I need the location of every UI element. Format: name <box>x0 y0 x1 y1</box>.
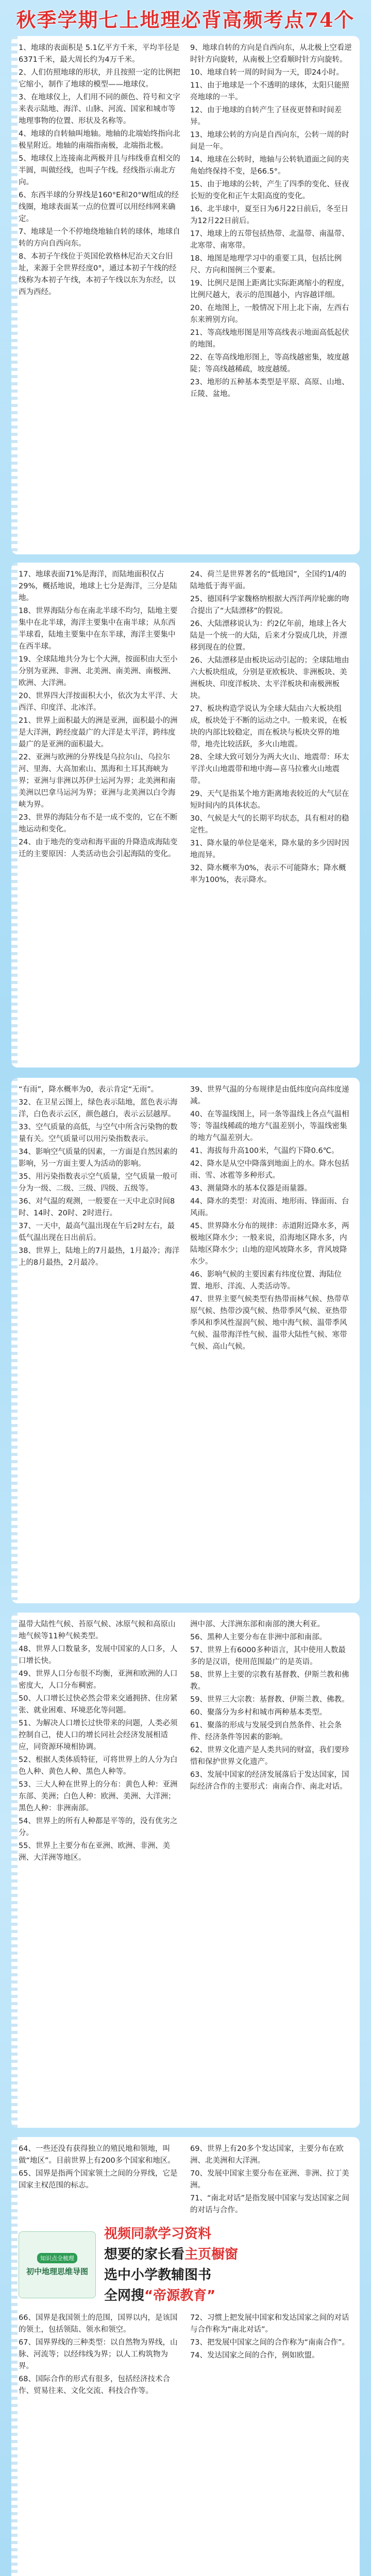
point-item: 29、天气是指某个地方距离地表较近的大气层在短时间内的具体状态。 <box>190 790 349 810</box>
point-item: 67、国界界线的三种类型：以自然物为界线，山脉、河流等；以经纬线为界；以人工构筑物为界。 <box>19 2338 178 2370</box>
point-item: 18、地图是地理学习中的重要工具，包括比例尺、方向和图例三个要素。 <box>190 255 342 275</box>
point-item: 46、影响气候的主要因素有纬度位置、海陆位置、地形、洋流、人类活动等。 <box>190 1270 342 1291</box>
point-item: 70、发展中国家主要分布在亚洲、非洲、拉丁美洲。 <box>190 2170 349 2190</box>
title-banner <box>0 0 371 36</box>
point-item: 16、北半球中，夏至日为6月22日前后，冬至日为12月22日前后。 <box>190 205 349 225</box>
right-column <box>190 2143 352 2217</box>
page-title: 秋季学期七上地理必背高频考点74个 <box>16 8 355 31</box>
promo-text <box>104 2224 352 2306</box>
point-item: 57、世界上有6000多种语言，其中使用人数最多的是汉语，使用范围最广的是英语。 <box>190 1646 346 1666</box>
promo-banner[interactable] <box>19 2224 352 2306</box>
point-item: 1、地球的表面积是 5.1亿平方千米，平均半径是6371千米，最大周长约为4万千米。 <box>19 44 180 64</box>
point-item: 74、发达国家之间的合作，例如欧盟。 <box>190 2351 319 2360</box>
right-column <box>190 2312 352 2398</box>
point-item: 40、在等温线图上，同一条等温线上各点气温相等；等温线稀疏的地方气温差别小，等温线密集的地方气温差别大。 <box>190 1110 349 1142</box>
point-item: 41、海拔每升高100米，气温约下降0.6℃。 <box>190 1147 339 1155</box>
right-column <box>190 1084 352 1354</box>
point-item: 26、大陆漂移是由板块运动引起的；全球陆地由六大板块组成，分别是亚欧板块、非洲板块、美洲板块、印度洋板块、太平洋板块和南极洲板块。 <box>190 656 349 700</box>
promo-line-4 <box>104 2285 352 2306</box>
point-item: 8、本初子午线位于英国伦敦格林尼治天文台旧址，来源于全世界经度0°，通过本初子午线的经线称为本初子午线，本初子午线以东为东经，以西为西经。 <box>19 252 177 296</box>
point-item: 39、世界气温的分布规律是由低纬度向高纬度递减。 <box>190 1086 349 1106</box>
point-item: 17、地球表面71%是海洋，而陆地面积仅占29%，概括地说，地球上七分是海洋，三分是陆地。 <box>19 570 177 602</box>
point-item: 56、黑种人主要分布在非洲中部和南部。 <box>190 1633 327 1641</box>
point-item: 18、世界海陆分布在南北半球不均匀，陆地主要集中在北半球，海洋主要集中在南半球；从东西半球看，陆地主要集中在东半球，海洋主要集中在西半球。 <box>19 607 178 651</box>
point-item: 36、对气温的观测，一般要在一天中北京时间8时、14时、20时、2时进行。 <box>19 1197 175 1217</box>
promo-line-2a: 想要的家长看 <box>104 2247 185 2262</box>
left-column <box>19 1084 181 1354</box>
promo-line-1: 视频同款学习资料 <box>104 2226 212 2242</box>
point-item: 31、降水量的单位是毫米，降水量的多少因时因地而异。 <box>190 839 349 859</box>
point-item: 32、降水概率为0%，表示不可能降水；降水概率为100%，表示降水。 <box>190 864 346 884</box>
point-item: 14、地球在公转时，地轴与公转轨道面之间的夹角始终保持不变，是66.5°。 <box>190 156 349 176</box>
point-item: 47、世界主要气候类型有热带雨林气候、热带草原气候、热带沙漠气候、热带季风气候、亚热带季风和季风性湿润气候、地中海气候、温带季风气候、温带海洋性气候、温带大陆性气候、寒带气候、高山气候。 <box>190 1295 349 1351</box>
point-item: 13、地球公转的方向是自西向东，公转一周的时间是一年。 <box>190 131 349 151</box>
point-item: 17、地球上的五带包括热带、北温带、南温带、北寒带、南寒带。 <box>190 230 349 250</box>
point-item: 59、世界三大宗教：基督教、伊斯兰教、佛教。 <box>190 1696 349 1704</box>
point-item: 60、聚落分为乡村和城市两种基本类型。 <box>190 1708 327 1717</box>
point-item: 4、地球的自转轴叫地轴。地轴的北端始终指向北极星附近。地轴的南端指南极，北端指北极。 <box>19 130 180 150</box>
point-item: 10、地球自转一周的时间为一天，即24小时。 <box>190 69 344 77</box>
point-item: 32、在卫星云图上，绿色表示陆地，蓝色表示海洋，白色表示云区，颜色越白，表示云层越厚。 <box>19 1098 178 1118</box>
point-item: 58、世界上主要的宗教有基督教、伊斯兰教和佛教。 <box>190 1671 349 1691</box>
point-item: 45、世界降水分布的规律：赤道附近降水多，两极地区降水少；一般来说，沿海地区降水多，内陆地区降水少；山地的迎风坡降水多，背风坡降水少。 <box>190 1222 349 1266</box>
points-card-3 <box>11 1078 360 1603</box>
left-column <box>19 2143 181 2217</box>
right-column <box>190 1619 352 1865</box>
point-item: 洲中部、大洋洲东部和南部的澳大利亚。 <box>190 1620 325 1629</box>
point-item: 50、人口增长过快必然会带来交通拥挤、住房紧张、就业困难、环境恶化等问题。 <box>19 1694 178 1715</box>
point-item: 37、一天中，最高气温出现在午后2时左右，最低气温出现在日出前后。 <box>19 1222 175 1242</box>
point-item: 68、国际合作的形式有很多，包括经济技术合作、贸易往来、文化交流、科技合作等。 <box>19 2375 170 2395</box>
point-item: “有雨”，降水概率为0，表示肯定“无雨”。 <box>19 1086 159 1094</box>
point-item: 69、世界上有20多个发达国家，主要分布在欧洲、北美洲和大洋洲。 <box>190 2145 344 2165</box>
point-item: 21、等高线地形图是用等高线表示地面高低起伏的地图。 <box>190 329 349 349</box>
promo-line-3: 选中小学教辅图书 <box>104 2267 212 2283</box>
point-item: 20、在地图上，一般情况下用上北下南，左西右东来辨别方向。 <box>190 304 349 324</box>
points-card-1 <box>11 36 360 554</box>
points-card-5 <box>11 2137 360 2576</box>
promo-line-4a: 全网搜 <box>104 2288 145 2303</box>
point-item: 33、空气质量的高低，与空气中所含污染物的数量有关。空气质量可以用污染指数表示。 <box>19 1123 178 1143</box>
points-card-2 <box>11 563 360 1067</box>
points-card-4 <box>11 1613 360 2128</box>
point-item: 20、世界四大洋按面积大小，依次为太平洋、大西洋、印度洋、北冰洋。 <box>19 692 178 712</box>
point-item: 温带大陆性气候、苔原气候、冰原气候和高原山地气候等11种气候类型。 <box>19 1620 176 1640</box>
point-item: 43、测量降水的基本仪器是雨量器。 <box>190 1184 312 1193</box>
point-item: 25、德国科学家魏格纳根据大西洋两岸轮廓的吻合提出了“大陆漂移”的假说。 <box>190 595 349 615</box>
point-item: 65、国界是指两个国家领土之间的分界线，它是国家主权范围的标志。 <box>19 2170 178 2190</box>
point-item: 61、聚落的形成与发展受到自然条件、社会条件、经济条件等因素的影响。 <box>190 1721 342 1741</box>
point-item: 71、“南北对话”是指发展中国家与发达国家之间的对话与合作。 <box>190 2194 349 2214</box>
point-item: 23、地形的五种基本类型是平原、高原、山地、丘陵、盆地。 <box>190 378 349 398</box>
point-item: 63、发展中国家的经济发展落后于发达国家，国际经济合作的主要形式：南南合作、南北对话。 <box>190 1771 349 1791</box>
left-column <box>19 2312 181 2398</box>
point-item: 51、为解决人口增长过快带来的问题，人类必须控制自己，使人口的增长同社会经济发展相适应，同资源环境相协调。 <box>19 1719 178 1751</box>
point-item: 23、世界的海陆分布不是一成不变的，它在不断地运动和变化。 <box>19 814 178 834</box>
point-item: 7、地球是一个不停地绕地轴自转的球体，地球自转的方向自西向东。 <box>19 228 180 248</box>
point-item: 28、全球大致可划分为两大火山、地震带：环太平洋火山地震带和地中海—喜马拉雅火山地震带。 <box>190 753 349 785</box>
point-item: 3、在地球仪上，人们用不同的颜色、符号和文字来表示陆地、海洋、山脉、河流、国家和城市等地理事物的位置、形状及名称等。 <box>19 93 180 125</box>
point-item: 55、世界上主要分布在亚洲、欧洲、非洲、美洲、大洋洲等地区。 <box>19 1842 170 1862</box>
point-item: 11、由于地球是一个不透明的球体，太阳只能照亮地球的一半。 <box>190 81 349 101</box>
point-item: 24、荷兰是世界著名的“低地国”，全国约1/4的陆地低于海平面。 <box>190 570 347 590</box>
left-column <box>19 42 181 401</box>
point-item: 12、由于地球的自转产生了昼夜更替和时间差异。 <box>190 106 342 126</box>
point-item: 34、影响空气质量的因素，一方面是自然因素的影响，另一方面主要人为活动的影响。 <box>19 1148 178 1168</box>
point-item: 54、世界上的所有人种都是平等的，没有优劣之分。 <box>19 1817 178 1837</box>
point-item: 66、国界是我国领土的范围，国界以内，是该国的领土，包括领陆、领水和领空。 <box>19 2314 178 2334</box>
point-item: 15、由于地球的公转，产生了四季的变化、昼夜长短的变化和正午太阳高度的变化。 <box>190 180 349 200</box>
point-item: 21、世界上面积最大的洲是亚洲，面积最小的洲是大洋洲，跨经度最广的大洋是太平洋，跨纬度最广的是亚洲的面积最大。 <box>19 717 178 749</box>
promo-line-4b: “帝源教育” <box>144 2288 216 2303</box>
point-item: 64、一些还没有获得独立的殖民地和领地，叫做“地区”。目前世界上有200多个国家和地区。 <box>19 2145 175 2165</box>
point-item: 22、在等高线地形图上，等高线越密集，坡度越陡；等高线越稀疏，坡度越缓。 <box>190 353 349 374</box>
right-column <box>190 569 352 887</box>
point-item: 42、降水是从空中降落到地面上的水。降水包括雨、雪、冰雹等多种形式。 <box>190 1160 349 1180</box>
point-item: 49、世界人口分布很不均衡，亚洲和欧洲的人口密度大，人口分布稠密。 <box>19 1670 178 1690</box>
point-item: 26、大陆漂移说认为：约2亿年前，地球上各大陆是一个统一的大陆，后来才分裂成几块，并漂移到现在的位置。 <box>190 620 347 652</box>
point-item: 19、比例尺是图上距离比实际距离缩小的程度，比例尺越大，表示的范围越小，内容越详细。 <box>190 279 349 299</box>
left-column <box>19 1619 181 1865</box>
promo-line-2 <box>104 2244 352 2265</box>
point-item: 62、世界文化遗产是人类共同的财富，我们要珍惜和保护世界文化遗产。 <box>190 1746 349 1766</box>
point-item: 19、全球陆地共分为七个大洲，按面积由大至小分别为亚洲、非洲、北美洲、南美洲、南极洲、欧洲、大洋洲。 <box>19 655 178 687</box>
point-item: 52、根据人类体质特征，可将世界上的人分为白色人种、黄色人种、黑色人种等。 <box>19 1756 178 1776</box>
point-item: 48、世界人口数量多，发展中国家的人口多，人口增长快。 <box>19 1645 178 1665</box>
point-item: 53、三大人种在世界上的分布：黄色人种：亚洲东部、美洲；白色人种：欧洲、美洲、大洋洲；黑色人种：非洲南部。 <box>19 1781 178 1812</box>
point-item: 5、地球仪上连接南北两极并且与纬线垂直相交的半圆，叫做经线，也叫子午线。经线指示南北方向。 <box>19 155 180 187</box>
point-item: 35、用污染指数表示空气质量，空气质量一般可分为一级、二级、三级、四级、五级等。 <box>19 1173 178 1193</box>
point-item: 22、亚洲与欧洲的分界线是乌拉尔山、乌拉尔河、里海、大高加索山、黑海和土耳其海峡为界；亚洲与非洲以苏伊士运河为界；北美洲和南美洲以巴拿马运河为界；亚洲与北美洲以白令海峡为界。 <box>19 753 176 809</box>
point-item: 44、降水的类型：对流雨、地形雨、锋面雨、台风雨。 <box>190 1197 349 1217</box>
point-item: 27、板块构造学说认为全球大陆由六大板块组成，板块处于不断的运动之中。一般来说，在板块的内部比较稳定，而在板块与板块交界的地带，地壳比较活跃，多火山地震。 <box>190 705 347 749</box>
promo-line-2b: 主页橱窗 <box>184 2247 239 2262</box>
point-item: 9、地球自转的方向是自西向东，从北极上空看逆时针方向旋转，从南极上空看顺时针方向旋转。 <box>190 44 352 64</box>
point-item: 30、气候是大气的长期平均状态，具有相对的稳定性。 <box>190 815 349 835</box>
right-column <box>190 42 352 401</box>
left-column <box>19 569 181 887</box>
point-item: 72、习惯上把发展中国家和发达国家之间的对话与合作称为“南北对话”。 <box>190 2314 349 2334</box>
point-item: 6、东西半球的分界线是160°E和20°W组成的经线圈，地球表面某一点的位置可以用经纬网来确定。 <box>19 191 179 223</box>
point-item: 73、把发展中国家之间的合作称为“南南合作”。 <box>190 2338 349 2347</box>
book-cover-image <box>19 2231 96 2298</box>
point-item: 38、世界上，陆地上的7月最热，1月最冷；海洋上的8月最热，2月最冷。 <box>19 1247 180 1267</box>
point-item: 2、人们仿照地球的形状，并且按照一定的比例把它缩小，制作了地球的模型——地球仪。 <box>19 69 180 89</box>
book-title: 初中地理思维导图 <box>26 2267 88 2276</box>
book-badge: 知识点全梳理 <box>37 2253 77 2263</box>
point-item: 24、由于地壳的变动和海平面的升降造成海陆变迁的主要原因：人类活动也会引起海陆的变化。 <box>19 838 178 858</box>
